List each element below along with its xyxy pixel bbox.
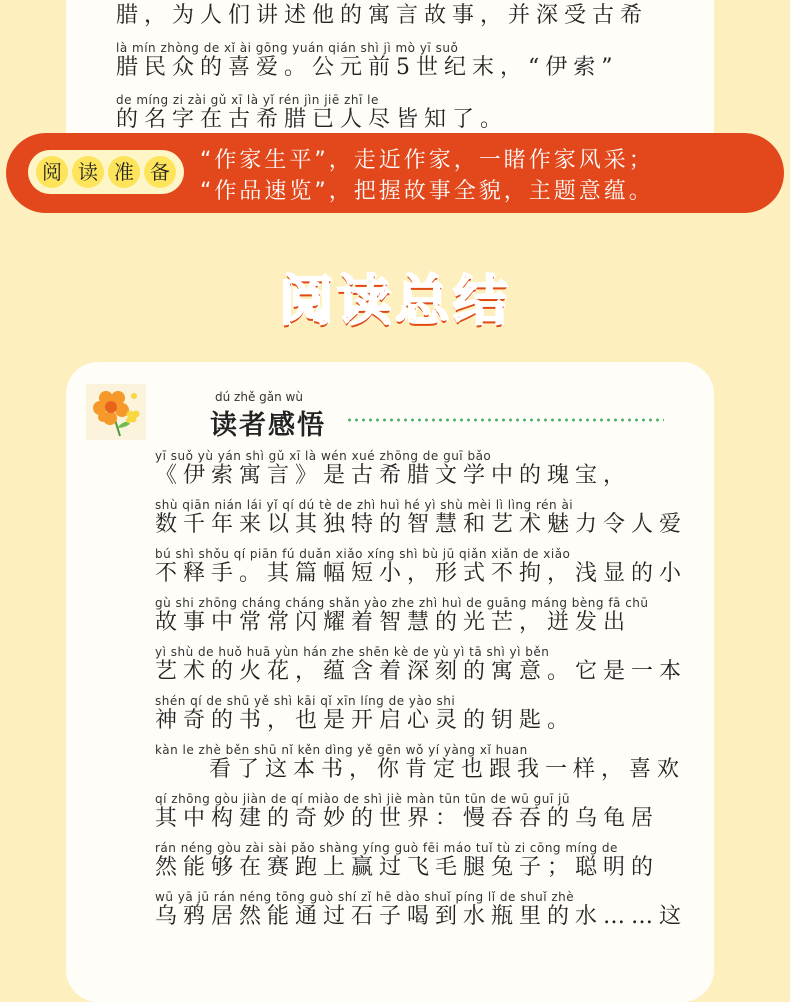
text-line: 腊民众的喜爱。公元前5世纪末，“伊索” [116, 55, 619, 80]
reading-prep-badge [28, 150, 184, 194]
pinyin-line: gù shi zhōng cháng cháng shǎn yào zhe zhì huì de guāng máng bèng fā chū [155, 596, 649, 610]
text-line: 故事中常常闪耀着智慧的光芒，迸发出 [155, 610, 632, 635]
text-line: 看了这本书，你肯定也跟我一样，喜欢 [209, 757, 686, 782]
pinyin-line: qí zhōng gòu jiàn de qí miào de shì jiè màn tūn tūn de wū guī jū [155, 792, 570, 806]
pinyin-line: wū yā jū rán néng tōng guò shí zǐ hē dào shuǐ píng lǐ de shuǐ zhè [155, 890, 575, 904]
section-title: 读者感悟 [210, 410, 326, 441]
banner-line-1: “作家生平”，走近作家，一睹作家风采； [200, 148, 654, 173]
pinyin-line: kàn le zhè běn shū nǐ kěn dìng yě gēn wǒ yí yàng xǐ huan [155, 743, 528, 757]
badge-char: 阅 [36, 156, 68, 188]
pinyin-line: de míng zi zài gǔ xī là yǐ rén jìn jiē zhī le [116, 93, 379, 107]
badge-char: 备 [144, 156, 176, 188]
pinyin-line: bú shì shǒu qí piān fú duǎn xiǎo xíng shì bù jū qiǎn xiǎn de xiǎo [155, 547, 571, 561]
banner-line-2: “作品速览”，把握故事全貌，主题意蕴。 [200, 179, 654, 204]
reading-prep-banner [6, 133, 784, 213]
text-line: 数千年来以其独特的智慧和艺术魅力令人爱 [155, 512, 688, 537]
badge-char: 读 [72, 156, 104, 188]
text-line: 《伊索寓言》是古希腊文学中的瑰宝， [155, 463, 632, 488]
pinyin-line: yī suǒ yù yán shì gǔ xī là wén xué zhōng de guī bǎo [155, 449, 492, 463]
text-line: 的名字在古希腊已人尽皆知了。 [116, 107, 509, 132]
text-line: 乌鸦居然能通过石子喝到水瓶里的水……这 [155, 904, 688, 929]
text-line: 然能够在赛跑上赢过飞毛腿兔子；聪明的 [155, 855, 660, 880]
dotted-divider [346, 418, 664, 422]
section-title-pinyin: dú zhě gǎn wù [215, 390, 303, 404]
text-line: 腊，为人们讲述他的寓言故事，并深受古希 [116, 3, 649, 28]
pinyin-line: là mín zhòng de xǐ ài gōng yuán qián shì jì mò yī suǒ [116, 41, 459, 55]
pinyin-line: rán néng gòu zài sài pǎo shàng yíng guò fēi máo tuǐ tù zi cōng míng de [155, 841, 618, 855]
badge-char: 准 [108, 156, 140, 188]
page-title: 阅读总结 [279, 269, 511, 332]
pinyin-line: shén qí de shū yě shì kāi qǐ xīn líng de yào shi [155, 694, 456, 708]
flower-icon [86, 384, 146, 440]
text-line: 其中构建的奇妙的世界：慢吞吞的乌龟居 [155, 806, 660, 831]
pinyin-line: yì shù de huǒ huā yùn hán zhe shēn kè de yù yì tā shì yì běn [155, 645, 550, 659]
text-line: 艺术的火花，蕴含着深刻的寓意。它是一本 [155, 659, 688, 684]
text-line: 不释手。其篇幅短小，形式不拘，浅显的小 [155, 561, 688, 586]
text-line: 神奇的书，也是开启心灵的钥匙。 [155, 708, 576, 733]
pinyin-line: shù qiān nián lái yǐ qí dú tè de zhì huì hé yì shù mèi lì lìng rén ài [155, 498, 574, 512]
